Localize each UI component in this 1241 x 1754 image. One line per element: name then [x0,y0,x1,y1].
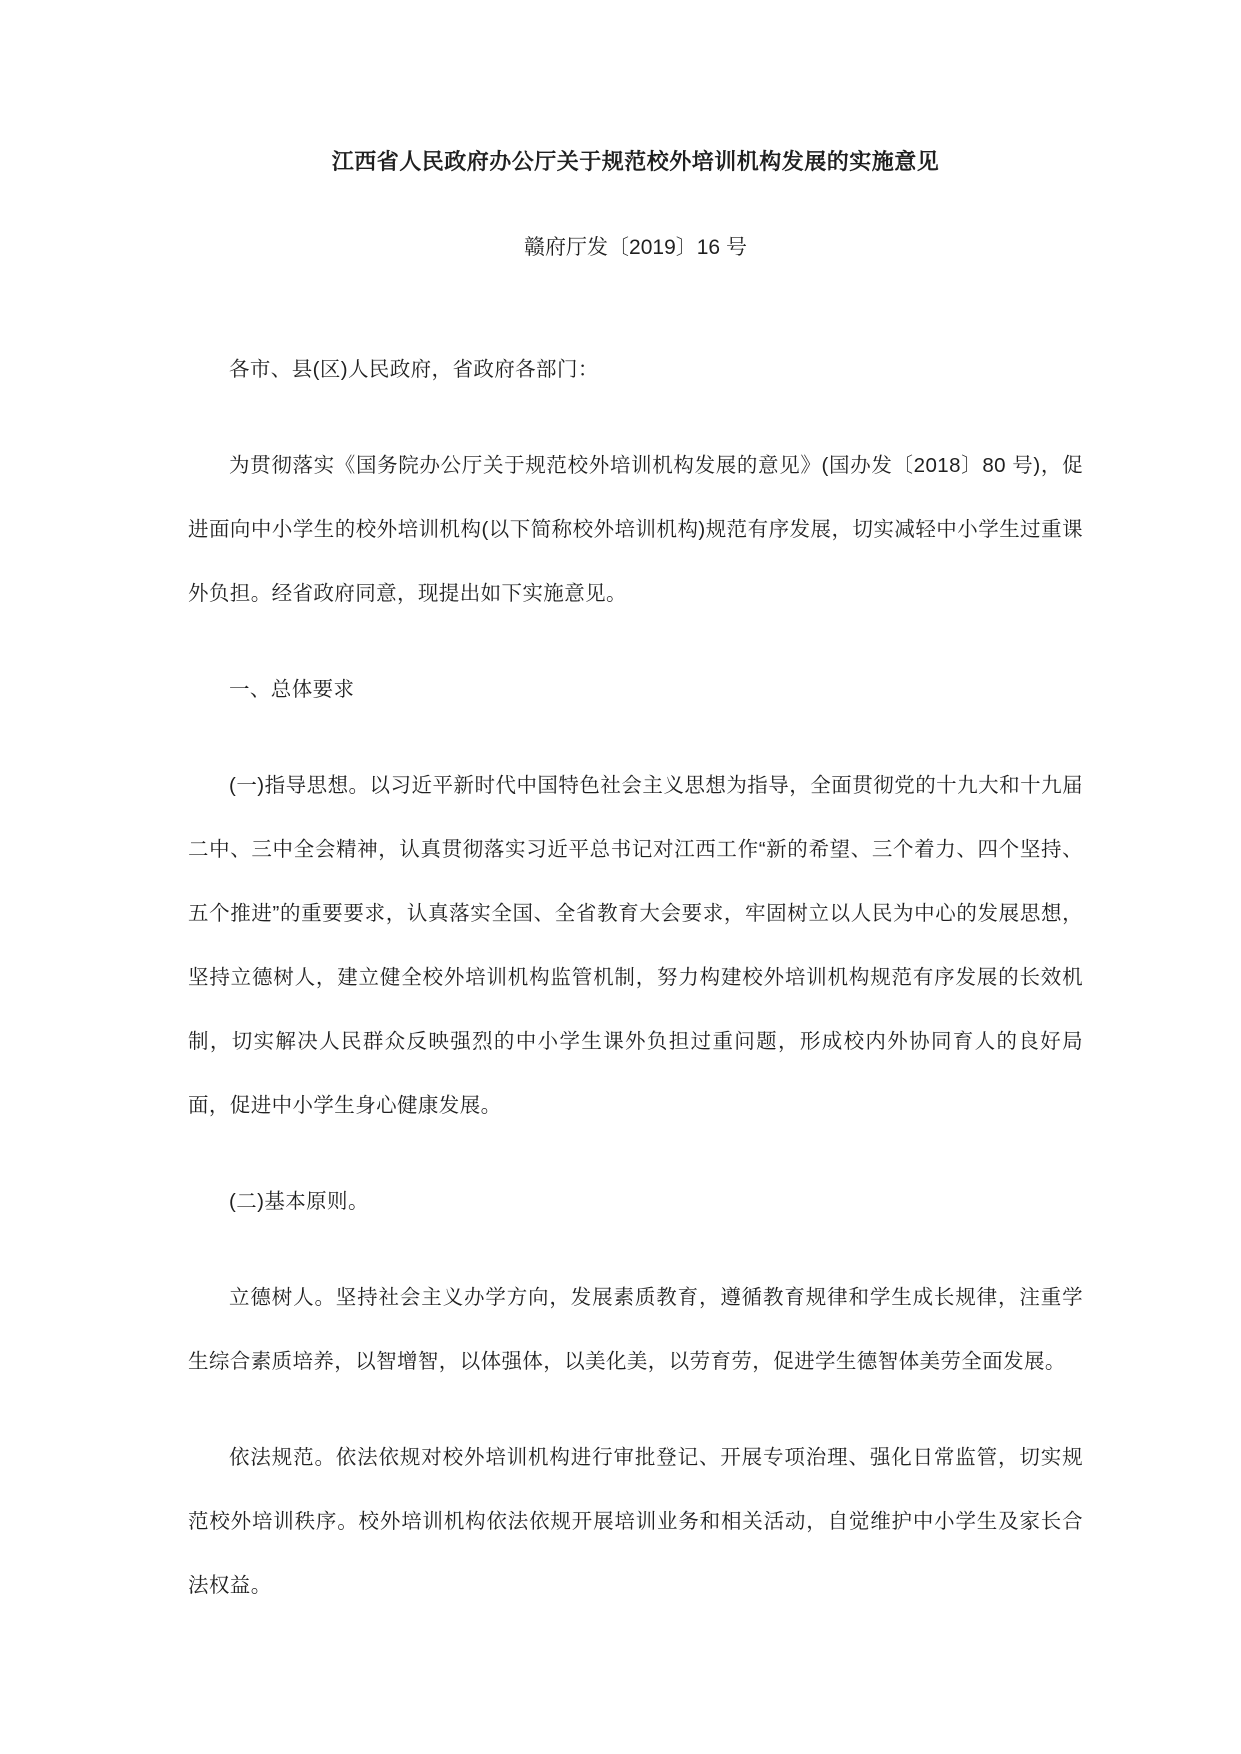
paragraph-guiding-ideology: (一)指导思想。以习近平新时代中国特色社会主义思想为指导，全面贯彻党的十九大和十九届二中、三中全会精神，认真贯彻落实习近平总书记对江西工作“新的希望、三个着力、四个坚持、五个推进”的重要要求，认真落实全国、全省教育大会要求，牢固树立以人民为中心的发展思想，坚持立德树人，建立健全校外培训机构监管机制，努力构建校外培训机构规范有序发展的长效机制，切实解决人民群众反映强烈的中小学生课外负担过重问题，形成校内外协同育人的良好局面，促进中小学生身心健康发展。 [188,774,1083,1117]
paragraph-law-based-regulation: 依法规范。依法依规对校外培训机构进行审批登记、开展专项治理、强化日常监管，切实规范校外培训秩序。校外培训机构依法依规开展培训业务和相关活动，自觉维护中小学生及家长合法权益。 [188,1446,1083,1597]
salutation-line: 各市、县(区)人民政府，省政府各部门： [229,358,599,381]
document-number: 赣府厅发〔2019〕16 号 [524,236,747,259]
section-heading-overall-requirements: 一、总体要求 [229,678,355,701]
subsection-heading-basic-principles: (二)基本原则。 [229,1190,369,1213]
paragraph-moral-education: 立德树人。坚持社会主义办学方向，发展素质教育，遵循教育规律和学生成长规律，注重学生综合素质培养，以智增智，以体强体，以美化美，以劳育劳，促进学生德智体美劳全面发展。 [188,1286,1083,1373]
document-title: 江西省人民政府办公厅关于规范校外培训机构发展的实施意见 [331,149,940,174]
paragraph-preamble: 为贯彻落实《国务院办公厅关于规范校外培训机构发展的意见》(国办发〔2018〕80 号)，促进面向中小学生的校外培训机构(以下简称校外培训机构)规范有序发展，切实减轻中小学生过重课外负担。经省政府同意，现提出如下实施意见。 [188,454,1083,605]
